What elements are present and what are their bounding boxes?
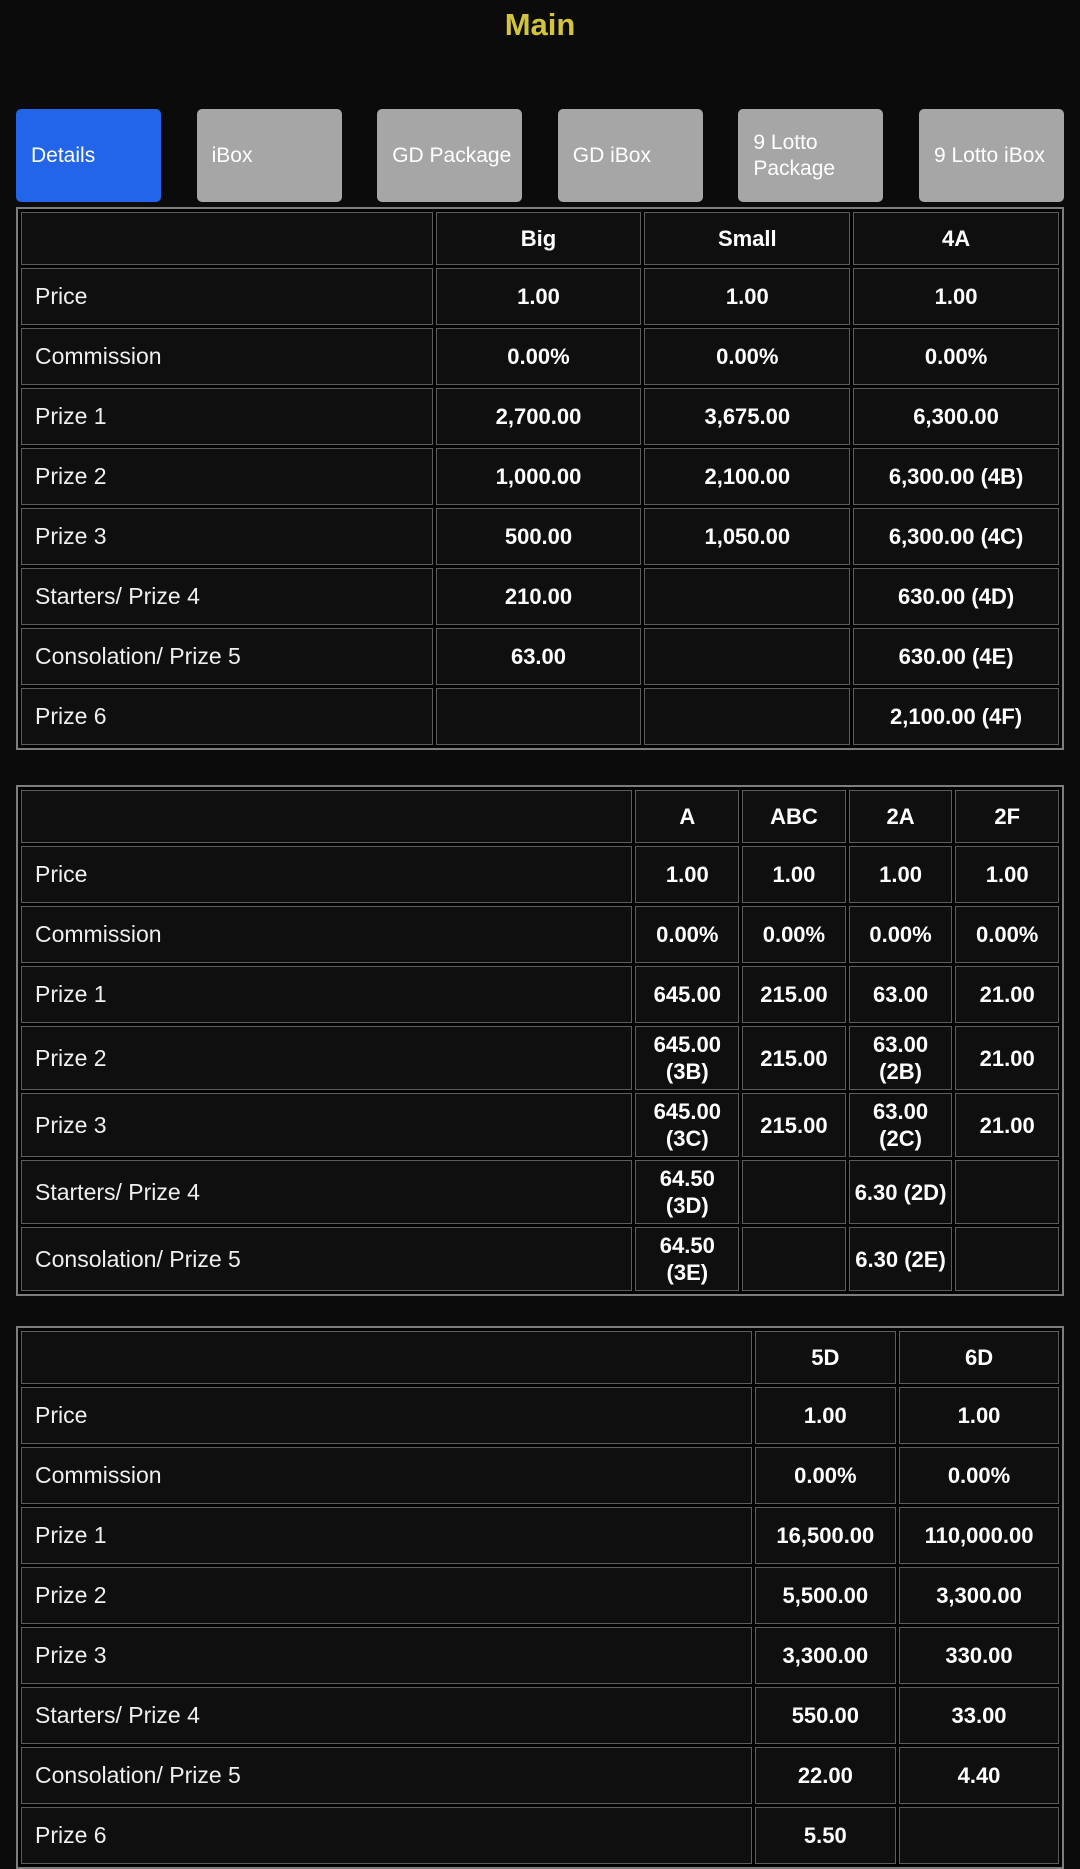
page-title: Main: [504, 7, 576, 42]
table-row-prize-1: [21, 388, 1059, 445]
row-label: Prize 1: [21, 1507, 752, 1564]
table-row-prize-2: [21, 1567, 1059, 1624]
table-row-consolation-prize-5: [21, 1747, 1059, 1804]
cell-value: 1.00: [899, 1387, 1059, 1444]
row-label: Prize 2: [21, 1026, 632, 1090]
cell-value: 64.50 (3E): [635, 1227, 739, 1291]
cell-value: 2,100.00: [644, 448, 850, 505]
table-row-price: [21, 1387, 1059, 1444]
cell-value: 215.00: [742, 1026, 846, 1090]
cell-value: 63.00: [436, 628, 642, 685]
cell-value: 2,100.00 (4F): [853, 688, 1059, 745]
row-label: Starters/ Prize 4: [21, 1687, 752, 1744]
table-row-prize-1: [21, 966, 1059, 1023]
row-label: Price: [21, 268, 433, 325]
row-label: Prize 2: [21, 1567, 752, 1624]
cell-value: 1.00: [644, 268, 850, 325]
prize-table-5d-6d: [16, 1326, 1064, 1869]
cell-value: 5,500.00: [755, 1567, 896, 1624]
header-row: [21, 1331, 1059, 1384]
cell-value: 1.00: [436, 268, 642, 325]
cell-value: 210.00: [436, 568, 642, 625]
table-row-prize-2: [21, 448, 1059, 505]
cell-value: [644, 568, 850, 625]
row-label: Price: [21, 846, 632, 903]
row-label: Prize 2: [21, 448, 433, 505]
table-row-price: [21, 268, 1059, 325]
row-label: Consolation/ Prize 5: [21, 1747, 752, 1804]
table-row-starters-prize-4: [21, 1160, 1059, 1224]
table-row-consolation-prize-5: [21, 1227, 1059, 1291]
column-header-abc: ABC: [742, 790, 846, 843]
cell-value: 0.00%: [955, 906, 1059, 963]
row-label: Commission: [21, 328, 433, 385]
table-row-price: [21, 846, 1059, 903]
cell-value: 4.40: [899, 1747, 1059, 1804]
cell-value: 64.50 (3D): [635, 1160, 739, 1224]
row-label: Prize 6: [21, 688, 433, 745]
table-row-prize-3: [21, 1093, 1059, 1157]
cell-value: 6,300.00 (4B): [853, 448, 1059, 505]
cell-value: 33.00: [899, 1687, 1059, 1744]
tab-9-lotto-ibox[interactable]: 9 Lotto iBox: [919, 109, 1064, 202]
cell-value: 0.00%: [436, 328, 642, 385]
cell-value: 215.00: [742, 1093, 846, 1157]
cell-value: 21.00: [955, 966, 1059, 1023]
tab-details[interactable]: Details: [16, 109, 161, 202]
cell-value: 6.30 (2D): [849, 1160, 953, 1224]
row-label: Prize 6: [21, 1807, 752, 1864]
cell-value: 645.00 (3B): [635, 1026, 739, 1090]
row-label: Price: [21, 1387, 752, 1444]
header-row: [21, 212, 1059, 265]
tab-9-lotto-package[interactable]: 9 Lotto Package: [738, 109, 883, 202]
row-label: Commission: [21, 1447, 752, 1504]
table-row-prize-3: [21, 1627, 1059, 1684]
row-label: Starters/ Prize 4: [21, 1160, 632, 1224]
row-label: Commission: [21, 906, 632, 963]
cell-value: 0.00%: [644, 328, 850, 385]
cell-value: 215.00: [742, 966, 846, 1023]
cell-value: 0.00%: [899, 1447, 1059, 1504]
cell-value: 0.00%: [755, 1447, 896, 1504]
column-header-blank: [21, 1331, 752, 1384]
cell-value: 1.00: [635, 846, 739, 903]
cell-value: 110,000.00: [899, 1507, 1059, 1564]
cell-value: 0.00%: [849, 906, 953, 963]
column-header-5d: 5D: [755, 1331, 896, 1384]
tab-gd-package[interactable]: GD Package: [377, 109, 522, 202]
cell-value: 0.00%: [635, 906, 739, 963]
cell-value: [955, 1160, 1059, 1224]
cell-value: 3,300.00: [755, 1627, 896, 1684]
cell-value: 3,675.00: [644, 388, 850, 445]
cell-value: 6,300.00: [853, 388, 1059, 445]
cell-value: [899, 1807, 1059, 1864]
tables-container: [16, 207, 1064, 1869]
tab-gd-ibox[interactable]: GD iBox: [558, 109, 703, 202]
table-row-prize-3: [21, 508, 1059, 565]
cell-value: 1,000.00: [436, 448, 642, 505]
cell-value: 1.00: [849, 846, 953, 903]
column-header-4a: 4A: [853, 212, 1059, 265]
cell-value: 330.00: [899, 1627, 1059, 1684]
cell-value: [955, 1227, 1059, 1291]
table-row-prize-2: [21, 1026, 1059, 1090]
tab-ibox[interactable]: iBox: [197, 109, 342, 202]
row-label: Prize 3: [21, 1093, 632, 1157]
table-row-commission: [21, 1447, 1059, 1504]
cell-value: 6,300.00 (4C): [853, 508, 1059, 565]
table-row-starters-prize-4: [21, 568, 1059, 625]
cell-value: 1.00: [755, 1387, 896, 1444]
row-label: Prize 1: [21, 966, 632, 1023]
cell-value: 63.00: [849, 966, 953, 1023]
row-label: Prize 1: [21, 388, 433, 445]
tab-bar: [16, 109, 1064, 202]
cell-value: 5.50: [755, 1807, 896, 1864]
prize-table-a-abc-2a-2f: [16, 785, 1064, 1296]
cell-value: 0.00%: [853, 328, 1059, 385]
cell-value: 645.00: [635, 966, 739, 1023]
table-row-commission: [21, 328, 1059, 385]
cell-value: 6.30 (2E): [849, 1227, 953, 1291]
column-header-big: Big: [436, 212, 642, 265]
column-header-2f: 2F: [955, 790, 1059, 843]
cell-value: [644, 628, 850, 685]
cell-value: 1.00: [955, 846, 1059, 903]
row-label: Starters/ Prize 4: [21, 568, 433, 625]
row-label: Consolation/ Prize 5: [21, 1227, 632, 1291]
column-header-blank: [21, 212, 433, 265]
cell-value: [742, 1160, 846, 1224]
table-row-starters-prize-4: [21, 1687, 1059, 1744]
table-row-prize-6: [21, 1807, 1059, 1864]
column-header-a: A: [635, 790, 739, 843]
row-label: Consolation/ Prize 5: [21, 628, 433, 685]
cell-value: 21.00: [955, 1026, 1059, 1090]
cell-value: 1.00: [853, 268, 1059, 325]
cell-value: 550.00: [755, 1687, 896, 1744]
cell-value: 1.00: [742, 846, 846, 903]
prize-table-big-small-4a: [16, 207, 1064, 750]
cell-value: [436, 688, 642, 745]
table-row-prize-1: [21, 1507, 1059, 1564]
row-label: Prize 3: [21, 1627, 752, 1684]
cell-value: 16,500.00: [755, 1507, 896, 1564]
cell-value: 22.00: [755, 1747, 896, 1804]
cell-value: 21.00: [955, 1093, 1059, 1157]
header-row: [21, 790, 1059, 843]
cell-value: 63.00 (2B): [849, 1026, 953, 1090]
cell-value: [742, 1227, 846, 1291]
row-label: Prize 3: [21, 508, 433, 565]
cell-value: 630.00 (4E): [853, 628, 1059, 685]
cell-value: 0.00%: [742, 906, 846, 963]
table-row-consolation-prize-5: [21, 628, 1059, 685]
cell-value: 1,050.00: [644, 508, 850, 565]
cell-value: 630.00 (4D): [853, 568, 1059, 625]
cell-value: [644, 688, 850, 745]
table-row-prize-6: [21, 688, 1059, 745]
cell-value: 645.00 (3C): [635, 1093, 739, 1157]
column-header-2a: 2A: [849, 790, 953, 843]
cell-value: 63.00 (2C): [849, 1093, 953, 1157]
table-row-commission: [21, 906, 1059, 963]
column-header-blank: [21, 790, 632, 843]
cell-value: 500.00: [436, 508, 642, 565]
cell-value: 2,700.00: [436, 388, 642, 445]
cell-value: 3,300.00: [899, 1567, 1059, 1624]
column-header-6d: 6D: [899, 1331, 1059, 1384]
column-header-small: Small: [644, 212, 850, 265]
